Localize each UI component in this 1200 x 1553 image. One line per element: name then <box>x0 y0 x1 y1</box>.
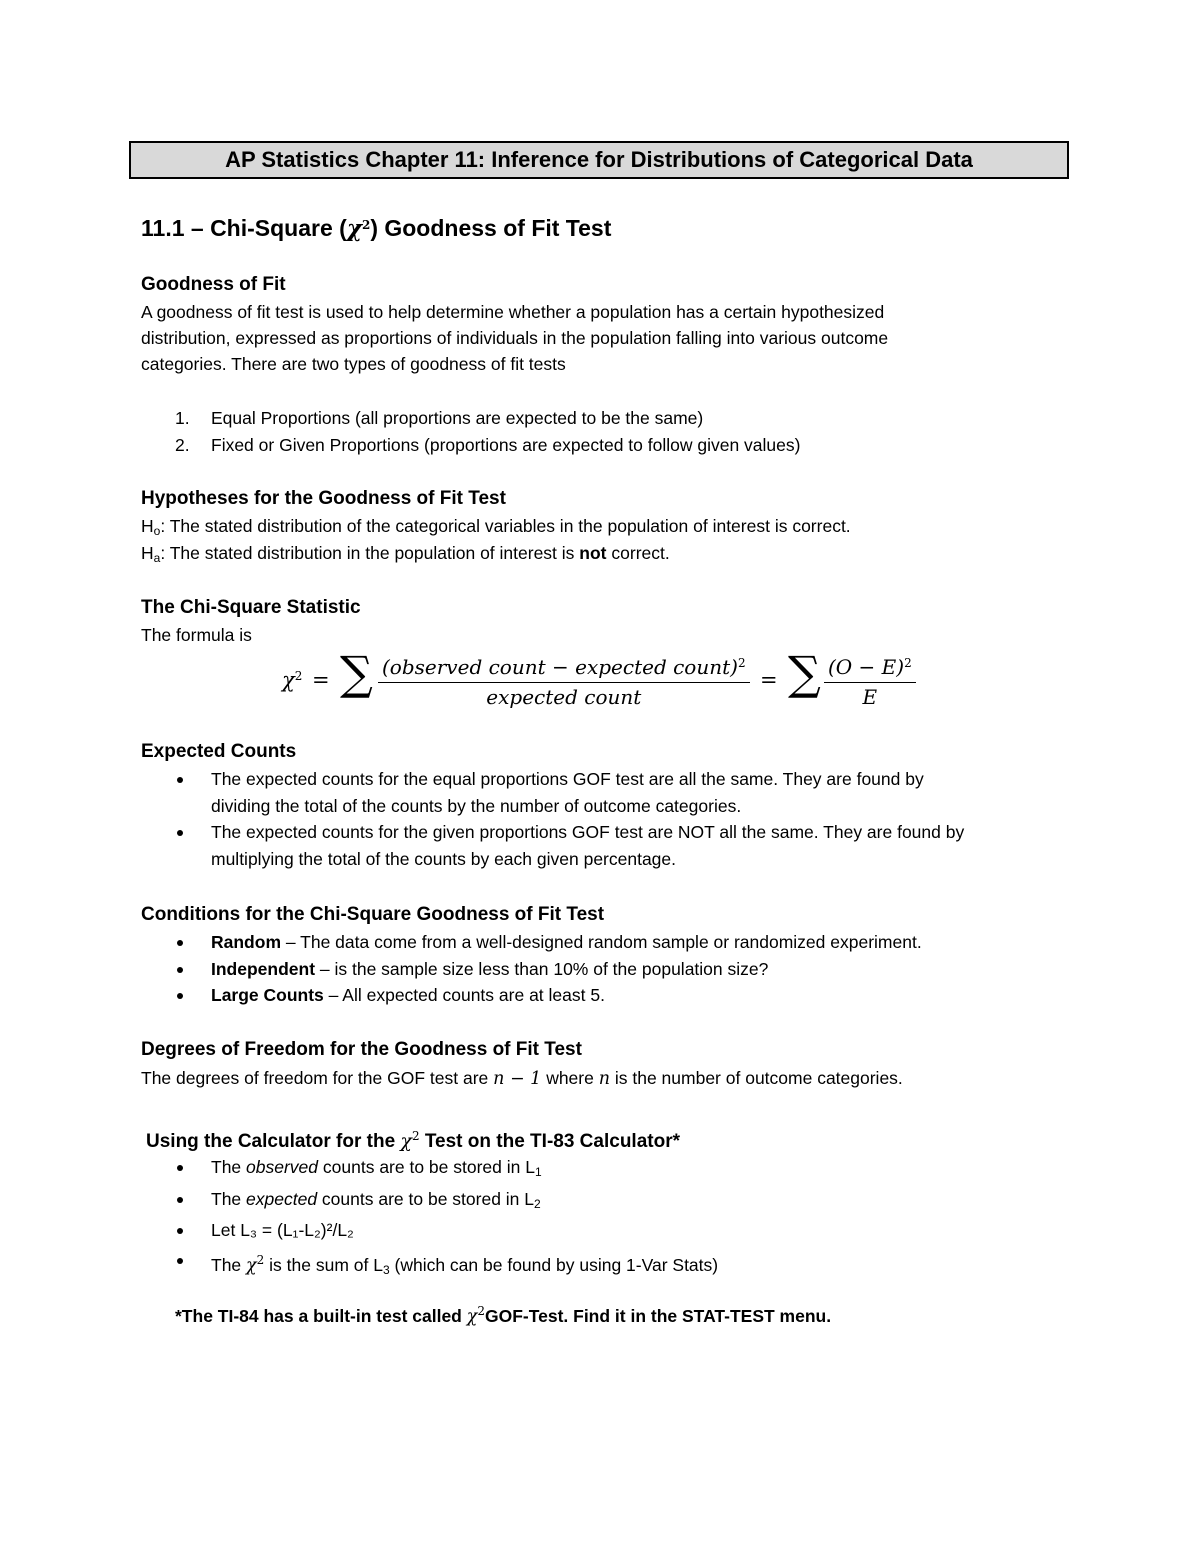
list-item: The $\chi^2$ is the sum of $L_3$ (which can be found by using 1-Var Stats) <box>141 1244 718 1286</box>
chi-square-statistic-heading: The Chi-Square Statistic <box>141 597 361 618</box>
bullet-icon <box>177 1228 183 1234</box>
formula-intro: The formula is <box>141 625 252 645</box>
gof-heading: Goodness of Fit <box>141 274 286 295</box>
list-item: The expected counts for the equal proportions GOF test are all the same. They are found by dividing the total of the counts by the number of outcome categories. <box>141 766 964 819</box>
section-heading: 11.1 – Chi-Square $(\chi^2)$ Goodness of Fit Test <box>141 215 612 242</box>
list-item: Independent – is the sample size less than 10% of the population size? <box>141 956 922 983</box>
bullet-icon <box>177 1165 183 1171</box>
sigma-icon: ∑ <box>340 646 373 700</box>
degrees-of-freedom-heading: Degrees of Freedom for the Goodness of Fit Test <box>141 1039 582 1060</box>
conditions-heading: Conditions for the Chi-Square Goodness of Fit Test <box>141 904 605 925</box>
chi-square-formula <box>282 646 922 712</box>
list-item: The expected counts are to be stored in $L_2$ <box>141 1186 718 1218</box>
bullet-icon <box>177 967 183 973</box>
document-title: AP Statistics Chapter 11: Inference for Distributions of Categorical Data <box>129 141 1069 179</box>
list-item: Large Counts – All expected counts are at least 5. <box>141 982 922 1009</box>
gof-paragraph-line-3: categories. There are two types of goodness of fit tests <box>141 354 566 374</box>
bullet-icon <box>177 1258 183 1264</box>
chi-symbol: $\chi^2$ <box>282 668 303 692</box>
fraction-o-e: $\frac{(O - E)^2}{E}$ <box>824 650 916 711</box>
sigma-icon: ∑ <box>788 646 821 700</box>
list-item: Let L₃ = (L₁-L₂)²/L₂ <box>141 1217 718 1244</box>
expected-counts-list <box>141 766 964 872</box>
gof-paragraph-line-1: A goodness of fit test is used to help determine whether a population has a certain hypothesized <box>141 302 885 322</box>
bullet-icon <box>177 940 183 946</box>
bullet-icon <box>177 1197 183 1203</box>
null-hypothesis: $H_o$: The stated distribution of the categorical variables in the population of interest is correct. <box>141 516 851 538</box>
calculator-steps-list <box>141 1154 718 1286</box>
ti84-footnote: *The TI-84 has a built-in test called $\chi^2GOF$-Test. Find it in the STAT-TEST menu. <box>175 1304 832 1327</box>
equals-sign: = <box>760 668 778 692</box>
degrees-of-freedom-text: The degrees of freedom for the GOF test are n − 1 where n is the number of outcome categories. <box>141 1068 903 1089</box>
alternative-hypothesis: $H_a$: The stated distribution in the population of interest is not correct. <box>141 543 670 565</box>
list-item: Random – The data come from a well-designed random sample or randomized experiment. <box>141 929 922 956</box>
gof-paragraph-line-2: distribution, expressed as proportions of individuals in the population falling into various outcome <box>141 328 889 348</box>
fraction-observed-expected: (observed count − expected count)$^2$ expected count <box>378 650 750 711</box>
list-item: 2. Fixed or Given Proportions (proportions are expected to follow given values) <box>175 434 801 455</box>
calculator-heading: Using the Calculator for the $\chi^2$ Test on the TI-83 Calculator* <box>146 1129 680 1152</box>
conditions-list <box>141 929 922 1009</box>
hypotheses-heading: Hypotheses for the Goodness of Fit Test <box>141 488 506 509</box>
equals-sign: = <box>312 668 330 692</box>
bullet-icon <box>177 777 183 783</box>
list-item: 1. Equal Proportions (all proportions are expected to be the same) <box>175 408 704 428</box>
list-item: The expected counts for the given proportions GOF test are NOT all the same. They are found by multiplying the total of the counts by each given percentage. <box>141 819 964 872</box>
gof-types-list <box>141 405 800 458</box>
list-item: The observed counts are to be stored in $L_1$ <box>141 1154 718 1186</box>
bullet-icon <box>177 993 183 999</box>
expected-counts-heading: Expected Counts <box>141 741 297 762</box>
bullet-icon <box>177 830 183 836</box>
